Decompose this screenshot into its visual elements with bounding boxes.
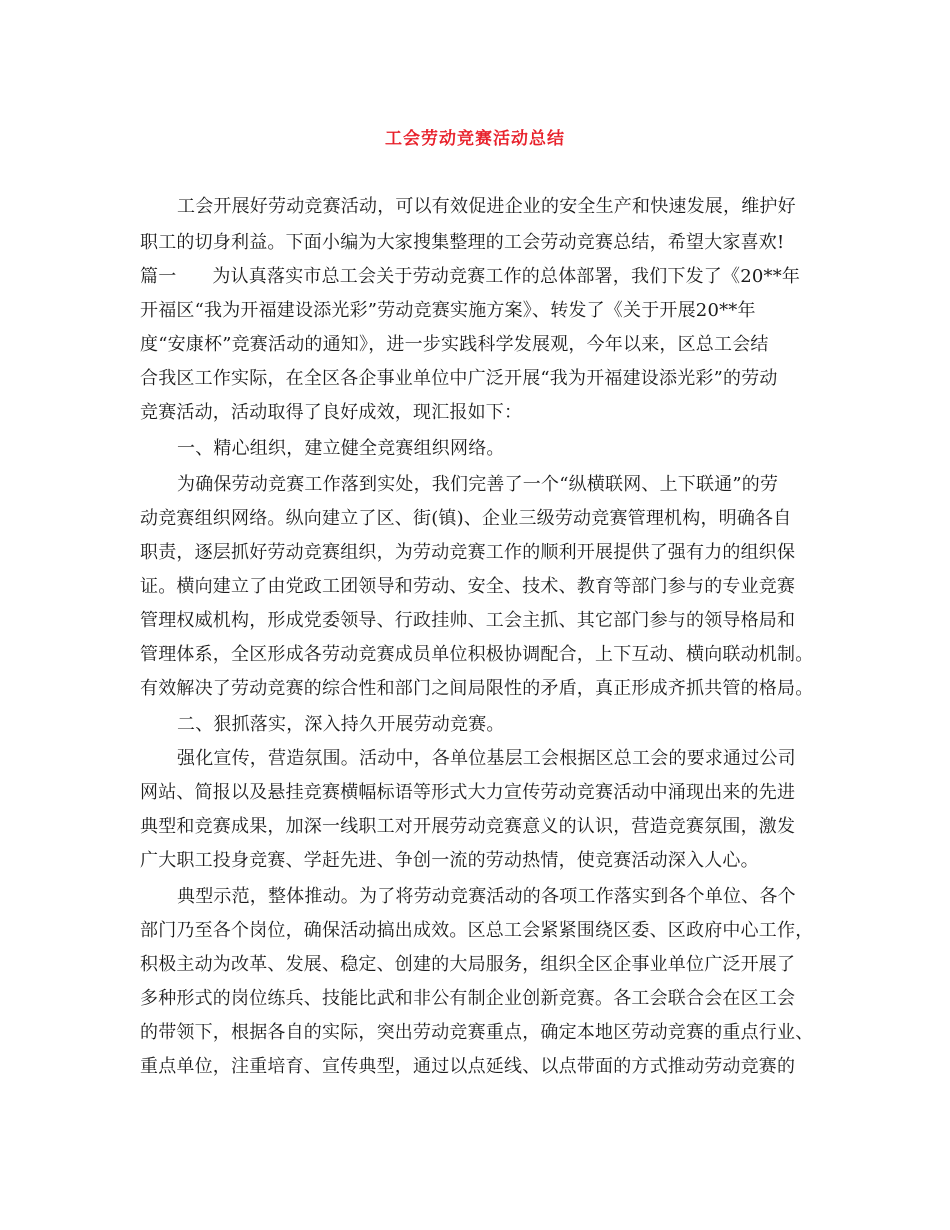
section-label: 篇一 <box>140 266 177 287</box>
section-heading: 二、狠抓落实，深入持久开展劳动竞赛。 <box>177 714 505 735</box>
paragraph-line: 动竞赛组织网络。纵向建立了区、街(镇)、企业三级劳动竞赛管理机构，明确各自 <box>140 508 792 529</box>
paragraph-line: 有效解决了劳动竞赛的综合性和部门之间局限性的矛盾，真正形成齐抓共管的格局。 <box>140 678 814 699</box>
paragraph-line: 度“安康杯”竞赛活动的通知》，进一步实践科学发展观，今年以来，区总工会结 <box>140 334 769 355</box>
paragraph-line: 为确保劳动竞赛工作落到实处，我们完善了一个“纵横联网、上下联通”的劳 <box>177 474 779 495</box>
paragraph-line: 多种形式的岗位练兵、技能比武和非公有制企业创新竞赛。各工会联合会在区工会 <box>140 988 796 1009</box>
section-text: 为认真落实市总工会关于劳动竞赛工作的总体部署，我们下发了《20**年 <box>212 266 801 287</box>
paragraph-line: 典型和竞赛成果，加深一线职工对开展劳动竞赛意义的认识，营造竞赛氛围，激发 <box>140 816 796 837</box>
paragraph-line <box>140 264 820 290</box>
paragraph-line: 开福区“我为开福建设添光彩”劳动竞赛实施方案》、转发了《关于开展20**年 <box>140 300 756 321</box>
paragraph-line: 广大职工投身竞赛、学赶先进、争创一流的劳动热情，使竞赛活动深入人心。 <box>140 850 759 871</box>
paragraph-line: 职责，逐层抓好劳动竞赛组织，为劳动竞赛工作的顺利开展提供了强有力的组织保 <box>140 542 796 563</box>
paragraph-line: 网站、简报以及悬挂竞赛横幅标语等形式大力宣传劳动竞赛活动中涌现出来的先进 <box>140 782 796 803</box>
paragraph-line: 重点单位，注重培育、宣传典型，通过以点延线、以点带面的方式推动劳动竞赛的 <box>140 1056 796 1077</box>
paragraph-line: 的带领下，根据各自的实际，突出劳动竞赛重点，确定本地区劳动竞赛的重点行业、 <box>140 1022 814 1043</box>
paragraph-line: 部门乃至各个岗位，确保活动搞出成效。区总工会紧紧围绕区委、区政府中心工作， <box>140 920 814 941</box>
paragraph-line: 工会开展好劳动竞赛活动，可以有效促进企业的安全生产和快速发展，维护好 <box>177 196 796 217</box>
paragraph-line: 积极主动为改革、发展、稳定、创建的大局服务，组织全区企事业单位广泛开展了 <box>140 954 796 975</box>
paragraph-line: 职工的切身利益。下面小编为大家搜集整理的工会劳动竞赛总结，希望大家喜欢! <box>140 232 785 253</box>
document-title: 工会劳动竞赛活动总结 <box>385 129 565 149</box>
paragraph-line: 竞赛活动，活动取得了良好成效，现汇报如下： <box>140 402 523 423</box>
paragraph-line: 管理体系，全区形成各劳动竞赛成员单位积极协调配合，上下互动、横向联动机制。 <box>140 644 814 665</box>
paragraph-line: 合我区工作实际，在全区各企事业单位中广泛开展“我为开福建设添光彩”的劳动 <box>140 368 778 389</box>
paragraph-line: 证。横向建立了由党政工团领导和劳动、安全、技术、教育等部门参与的专业竞赛 <box>140 576 796 597</box>
paragraph-line: 强化宣传，营造氛围。活动中，各单位基层工会根据区总工会的要求通过公司 <box>177 748 796 769</box>
paragraph-line: 管理权威机构，形成党委领导、行政挂帅、工会主抓、其它部门参与的领导格局和 <box>140 610 796 631</box>
paragraph-line: 典型示范，整体推动。为了将劳动竞赛活动的各项工作落实到各个单位、各个 <box>177 886 796 907</box>
section-heading: 一、精心组织，建立健全竞赛组织网络。 <box>177 438 505 459</box>
